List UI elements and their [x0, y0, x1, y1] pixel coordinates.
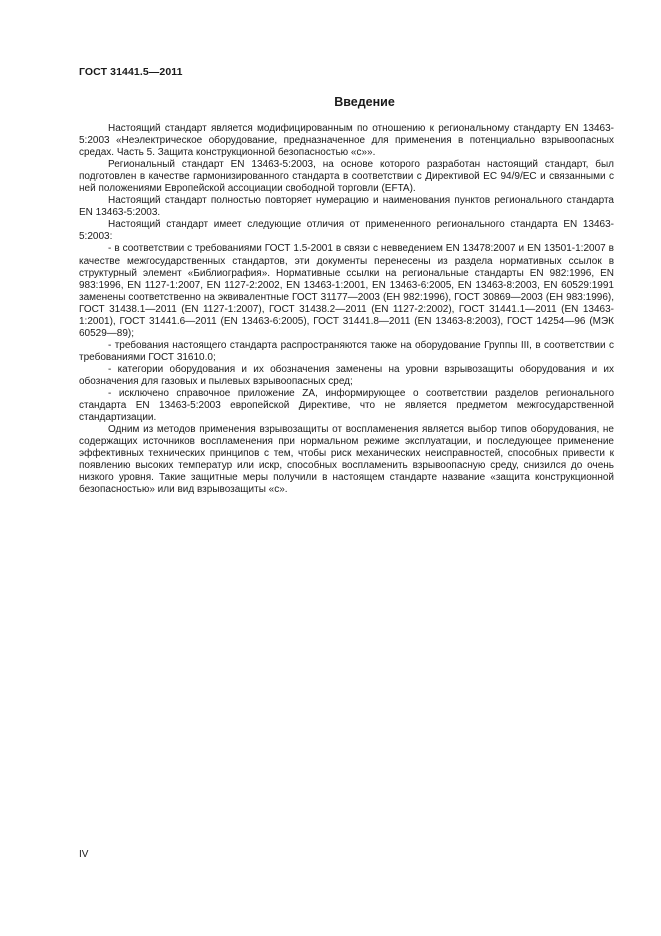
document-body: [79, 123, 614, 496]
section-title: Введение: [334, 95, 395, 109]
paragraph: Настоящий стандарт полностью повторяет нумерацию и наименования пунктов регионального стандарта EN 13463-5:2003.: [79, 195, 614, 219]
paragraph: Региональный стандарт EN 13463-5:2003, на основе которого разработан настоящий стандарт, был подготовлен в качестве гармонизированного стандарта в соответствии с Директивой ЕС 94/9/ЕС и связанными с ней положениями Европейской ассоциации свободной торговли (EFTA).: [79, 159, 614, 195]
list-item: - в соответствии с требованиями ГОСТ 1.5-2001 в связи с невведением EN 13478:2007 и EN 13501-1:2007 в качестве межгосударственных стандартов, эти документы перенесены из раздела нормативных ссылок в структурный элемент «Библиография». Нормативные ссылки на региональные стандарты EN 982:1996, EN 983:1996, EN 1127-1:2007, EN 1127-2:2002, EN 13463-1:2001, EN 13463-6:2005, EN 13463-8:2003, EN 60529:1991 заменены соответственно на эквивалентные ГОСТ 31177—2003 (ЕН 982:1996), ГОСТ 30869—2003 (ЕН 983:1996), ГОСТ 31438.1—2011 (EN 1127-1:2007), ГОСТ 31438.2—2011 (EN 1127-2:2002), ГОСТ 31441.1—2011 (EN 13463-1:2001), ГОСТ 31441.6—2011 (EN 13463-6:2005), ГОСТ 31441.8—2011 (EN 13463-8:2003), ГОСТ 14254—96 (МЭК 60529—89);: [79, 243, 614, 339]
list-item: - категории оборудования и их обозначения заменены на уровни взрывозащиты оборудования и их обозначения для газовых и пылевых взрывоопасных сред;: [79, 363, 614, 387]
document-header: ГОСТ 31441.5—2011: [79, 66, 183, 78]
paragraph: Настоящий стандарт имеет следующие отличия от примененного регионального стандарта EN 13463-5:2003:: [79, 219, 614, 243]
paragraph: Одним из методов применения взрывозащиты от воспламенения является выбор типов оборудования, не содержащих источников воспламенения при нормальном режиме эксплуатации, и последующее применение эффективных технических принципов с тем, чтобы риск механических неисправностей, способных привести к появлению высоких температур или искр, способных воспламенить взрывоопасную среду, снизился до очень низкого уровня. Такие защитные меры получили в настоящем стандарте название «защита конструкционной безопасностью» или вид взрывозащиты «с».: [79, 424, 614, 496]
page-number: IV: [79, 849, 89, 860]
paragraph: Настоящий стандарт является модифицированным по отношению к региональному стандарту EN 13463-5:2003 «Неэлектрическое оборудование, предназначенное для применения в потенциально взрывоопасных средах. Часть 5. Защита конструкционной безопасностью «с»».: [79, 123, 614, 159]
list-item: - требования настоящего стандарта распространяются также на оборудование Группы III, в соответствии с требованиями ГОСТ 31610.0;: [79, 339, 614, 363]
list-item: - исключено справочное приложение ZA, информирующее о соответствии разделов регионального стандарта EN 13463-5:2003 европейской Директиве, что не является предметом межгосударственной стандартизации.: [79, 388, 614, 424]
